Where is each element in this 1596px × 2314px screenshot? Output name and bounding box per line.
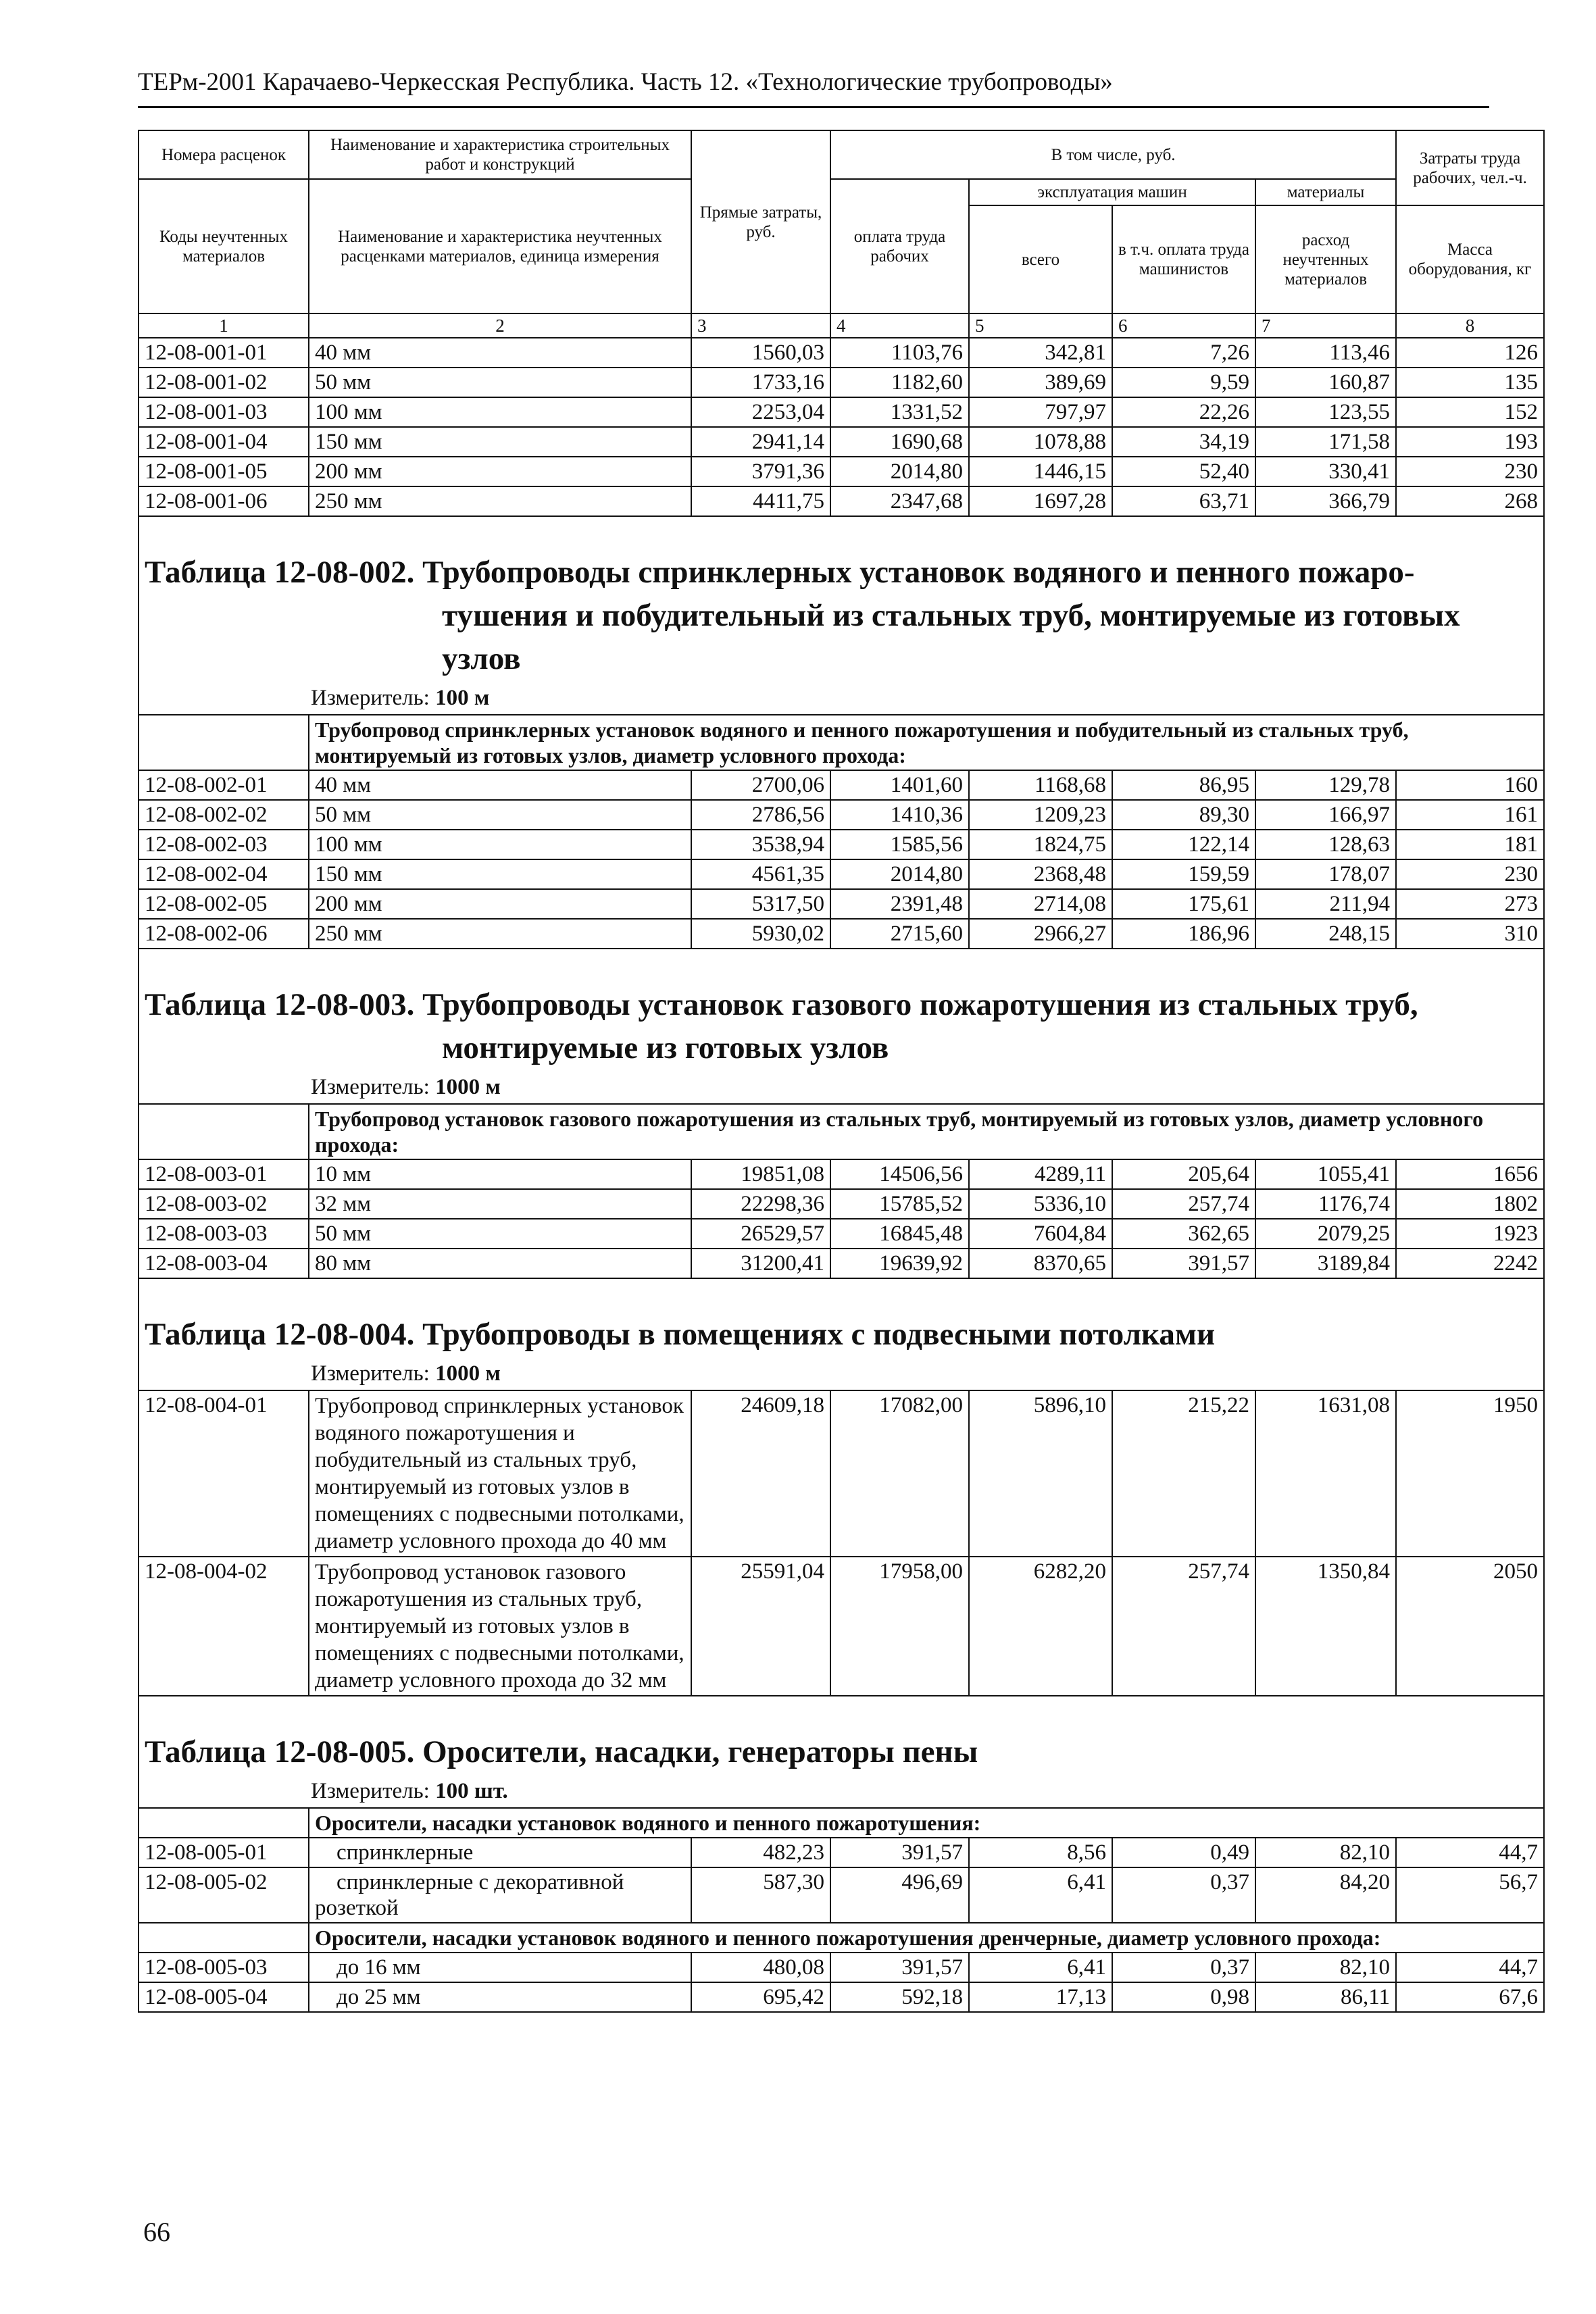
machinist-pay: 186,96 <box>1112 919 1255 949</box>
col-num: 4 <box>830 313 969 338</box>
labor-costs: 161 <box>1396 800 1544 830</box>
materials: 113,46 <box>1255 338 1396 368</box>
machines-total: 6,41 <box>969 1867 1112 1923</box>
machines-total: 4289,11 <box>969 1159 1112 1189</box>
group-spacer <box>139 715 309 770</box>
rate-name: 40 мм <box>309 338 691 368</box>
table-title-line: Таблица 12-08-004. Трубопроводы в помещениях с подвесными потолками <box>145 1317 1216 1352</box>
table-row <box>139 1219 1544 1249</box>
worker-pay: 1182,60 <box>830 368 969 397</box>
worker-pay: 17958,00 <box>830 1557 969 1696</box>
rate-name: 250 мм <box>309 919 691 949</box>
table-row <box>139 859 1544 889</box>
rate-name: 100 мм <box>309 397 691 427</box>
labor-costs: 67,6 <box>1396 1982 1544 2012</box>
table-row <box>139 1390 1544 1557</box>
rate-code: 12-08-001-02 <box>139 368 309 397</box>
table-title <box>139 1278 1544 1357</box>
col-num: 5 <box>969 313 1112 338</box>
direct-costs: 22298,36 <box>691 1189 830 1219</box>
table-row <box>139 457 1544 486</box>
table-title <box>139 1696 1544 1775</box>
machinist-pay: 159,59 <box>1112 859 1255 889</box>
rate-code: 12-08-003-03 <box>139 1219 309 1249</box>
direct-costs: 2941,14 <box>691 427 830 457</box>
labor-costs: 126 <box>1396 338 1544 368</box>
measure <box>139 682 1544 715</box>
group-heading: Трубопровод спринклерных установок водяного и пенного пожаротушения и побудительный из стальных труб, монтируемый из готовых узлов, диаметр условного прохода: <box>309 715 1544 770</box>
machinist-pay: 9,59 <box>1112 368 1255 397</box>
labor-costs: 230 <box>1396 859 1544 889</box>
materials: 129,78 <box>1255 770 1396 800</box>
direct-costs: 25591,04 <box>691 1557 830 1696</box>
table-row <box>139 830 1544 859</box>
direct-costs: 1733,16 <box>691 368 830 397</box>
rate-code: 12-08-005-03 <box>139 1953 309 1982</box>
machinist-pay: 175,61 <box>1112 889 1255 919</box>
group-row <box>139 715 1544 770</box>
rate-name: 32 мм <box>309 1189 691 1219</box>
worker-pay: 2014,80 <box>830 457 969 486</box>
machinist-pay: 0,37 <box>1112 1953 1255 1982</box>
col-unaccounted-name: Наименование и характеристика неучтенных расценками материалов, единица измерения <box>309 179 691 313</box>
worker-pay: 1690,68 <box>830 427 969 457</box>
worker-pay: 496,69 <box>830 1867 969 1923</box>
table-title-line: Таблица 12-08-005. Оросители, насадки, генераторы пены <box>145 1734 978 1769</box>
col-num: 8 <box>1396 313 1544 338</box>
col-work-name: Наименование и характеристика строительных работ и конструкций <box>309 130 691 179</box>
rate-name: 50 мм <box>309 368 691 397</box>
materials: 2079,25 <box>1255 1219 1396 1249</box>
materials: 82,10 <box>1255 1838 1396 1867</box>
direct-costs: 19851,08 <box>691 1159 830 1189</box>
rate-code: 12-08-003-02 <box>139 1189 309 1219</box>
worker-pay: 16845,48 <box>830 1219 969 1249</box>
worker-pay: 391,57 <box>830 1953 969 1982</box>
rate-name: Трубопровод установок газового пожаротушения из стальных труб, монтируемый из готовых узлов в помещениях с подвесными потолками, диаметр условного прохода до 32 мм <box>309 1557 691 1696</box>
machines-total: 8370,65 <box>969 1249 1112 1278</box>
col-num: 1 <box>139 313 309 338</box>
machinist-pay: 0,37 <box>1112 1867 1255 1923</box>
rate-code: 12-08-001-01 <box>139 338 309 368</box>
rate-name: до 25 мм <box>309 1982 691 2012</box>
worker-pay: 17082,00 <box>830 1390 969 1557</box>
machines-total: 6,41 <box>969 1953 1112 1982</box>
labor-costs: 44,7 <box>1396 1953 1544 1982</box>
labor-costs: 2050 <box>1396 1557 1544 1696</box>
materials: 178,07 <box>1255 859 1396 889</box>
materials: 160,87 <box>1255 368 1396 397</box>
group-row <box>139 1923 1544 1953</box>
labor-costs: 230 <box>1396 457 1544 486</box>
machines-total: 5896,10 <box>969 1390 1112 1557</box>
worker-pay: 1103,76 <box>830 338 969 368</box>
col-unaccounted-consumption: расход неучтенных материалов <box>1255 205 1396 313</box>
table-title-continuation: монтируемые из готовых узлов <box>442 1030 889 1065</box>
rate-name: 150 мм <box>309 859 691 889</box>
machines-total: 8,56 <box>969 1838 1112 1867</box>
table-row <box>139 1838 1544 1867</box>
col-direct-costs: Прямые затраты, руб. <box>691 130 830 313</box>
labor-costs: 1656 <box>1396 1159 1544 1189</box>
direct-costs: 3791,36 <box>691 457 830 486</box>
machinist-pay: 205,64 <box>1112 1159 1255 1189</box>
materials: 82,10 <box>1255 1953 1396 1982</box>
worker-pay: 1331,52 <box>830 397 969 427</box>
machines-total: 1446,15 <box>969 457 1112 486</box>
machinist-pay: 0,49 <box>1112 1838 1255 1867</box>
table-row <box>139 1189 1544 1219</box>
machinist-pay: 86,95 <box>1112 770 1255 800</box>
group-spacer <box>139 1923 309 1953</box>
measure-row <box>139 1071 1544 1104</box>
rate-code: 12-08-005-04 <box>139 1982 309 2012</box>
table-row <box>139 486 1544 516</box>
machinist-pay: 391,57 <box>1112 1249 1255 1278</box>
worker-pay: 15785,52 <box>830 1189 969 1219</box>
direct-costs: 24609,18 <box>691 1390 830 1557</box>
machines-total: 2966,27 <box>969 919 1112 949</box>
group-spacer <box>139 1104 309 1159</box>
machinist-pay: 215,22 <box>1112 1390 1255 1557</box>
rate-code: 12-08-001-06 <box>139 486 309 516</box>
machines-total: 17,13 <box>969 1982 1112 2012</box>
group-heading: Оросители, насадки установок водяного и пенного пожаротушения дренчерные, диаметр условного прохода: <box>309 1923 1544 1953</box>
machinist-pay: 22,26 <box>1112 397 1255 427</box>
rate-code: 12-08-002-04 <box>139 859 309 889</box>
materials: 1631,08 <box>1255 1390 1396 1557</box>
table-title-continuation: тушения и побудительный из стальных труб, монтируемые из готовых узлов <box>442 598 1460 676</box>
rate-name: 250 мм <box>309 486 691 516</box>
col-total: всего <box>969 205 1112 313</box>
table-row <box>139 770 1544 800</box>
rate-name: 80 мм <box>309 1249 691 1278</box>
worker-pay: 1410,36 <box>830 800 969 830</box>
worker-pay: 1585,56 <box>830 830 969 859</box>
measure-label: Измеритель: <box>311 1361 430 1386</box>
measure-value: 100 м <box>435 686 490 710</box>
labor-costs: 310 <box>1396 919 1544 949</box>
col-codes-unaccounted: Коды неучтенных материалов <box>139 179 309 313</box>
worker-pay: 2347,68 <box>830 486 969 516</box>
group-heading: Трубопровод установок газового пожаротушения из стальных труб, монтируемый из готовых узлов, диаметр условного прохода: <box>309 1104 1544 1159</box>
materials: 1350,84 <box>1255 1557 1396 1696</box>
table-title-row <box>139 1278 1544 1357</box>
rate-name: Трубопровод спринклерных установок водяного пожаротушения и побудительный из стальных труб, монтируемый из готовых узлов в помещениях с подвесными потолками, диаметр условного прохода до 40 мм <box>309 1390 691 1557</box>
worker-pay: 391,57 <box>830 1838 969 1867</box>
worker-pay: 14506,56 <box>830 1159 969 1189</box>
direct-costs: 2786,56 <box>691 800 830 830</box>
measure <box>139 1071 1544 1104</box>
labor-costs: 1950 <box>1396 1390 1544 1557</box>
machines-total: 797,97 <box>969 397 1112 427</box>
labor-costs: 1923 <box>1396 1219 1544 1249</box>
group-row <box>139 1808 1544 1838</box>
rate-name: 10 мм <box>309 1159 691 1189</box>
table-row <box>139 397 1544 427</box>
table-row <box>139 800 1544 830</box>
col-num: 6 <box>1112 313 1255 338</box>
group-spacer <box>139 1808 309 1838</box>
rate-code: 12-08-003-04 <box>139 1249 309 1278</box>
table-row <box>139 889 1544 919</box>
materials: 123,55 <box>1255 397 1396 427</box>
labor-costs: 44,7 <box>1396 1838 1544 1867</box>
measure-row <box>139 1357 1544 1390</box>
rate-code: 12-08-001-04 <box>139 427 309 457</box>
group-heading: Оросители, насадки установок водяного и пенного пожаротушения: <box>309 1808 1544 1838</box>
materials: 211,94 <box>1255 889 1396 919</box>
group-row <box>139 1104 1544 1159</box>
column-numbers-row <box>139 313 1544 338</box>
table-row <box>139 1249 1544 1278</box>
materials: 1176,74 <box>1255 1189 1396 1219</box>
materials: 84,20 <box>1255 1867 1396 1923</box>
measure-value: 1000 м <box>435 1075 501 1099</box>
table-row <box>139 1867 1544 1923</box>
table-title-row <box>139 1696 1544 1775</box>
rate-code: 12-08-004-02 <box>139 1557 309 1696</box>
materials: 166,97 <box>1255 800 1396 830</box>
machines-total: 6282,20 <box>969 1557 1112 1696</box>
col-num: 7 <box>1255 313 1396 338</box>
measure-value: 1000 м <box>435 1361 501 1386</box>
table-row <box>139 919 1544 949</box>
rate-code: 12-08-002-03 <box>139 830 309 859</box>
materials: 330,41 <box>1255 457 1396 486</box>
col-materials: материалы <box>1255 179 1396 205</box>
worker-pay: 1401,60 <box>830 770 969 800</box>
rate-code: 12-08-001-03 <box>139 397 309 427</box>
worker-pay: 592,18 <box>830 1982 969 2012</box>
direct-costs: 4561,35 <box>691 859 830 889</box>
machinist-pay: 122,14 <box>1112 830 1255 859</box>
labor-costs: 152 <box>1396 397 1544 427</box>
table-row <box>139 1557 1544 1696</box>
rate-name: спринклерные <box>309 1838 691 1867</box>
rate-name: до 16 мм <box>309 1953 691 1982</box>
col-machine-operation: эксплуатация машин <box>969 179 1255 205</box>
machines-total: 1697,28 <box>969 486 1112 516</box>
machines-total: 7604,84 <box>969 1219 1112 1249</box>
col-num: 3 <box>691 313 830 338</box>
table-title-row <box>139 949 1544 1071</box>
materials: 1055,41 <box>1255 1159 1396 1189</box>
materials: 3189,84 <box>1255 1249 1396 1278</box>
rates-table <box>138 130 1545 2013</box>
labor-costs: 135 <box>1396 368 1544 397</box>
col-labor-costs: Затраты труда рабочих, чел.-ч. <box>1396 130 1544 205</box>
labor-costs: 268 <box>1396 486 1544 516</box>
col-rate-numbers: Номера расценок <box>139 130 309 179</box>
rate-name: 100 мм <box>309 830 691 859</box>
direct-costs: 480,08 <box>691 1953 830 1982</box>
machinist-pay: 52,40 <box>1112 457 1255 486</box>
materials: 86,11 <box>1255 1982 1396 2012</box>
table-title-row <box>139 516 1544 682</box>
direct-costs: 587,30 <box>691 1867 830 1923</box>
rate-code: 12-08-002-02 <box>139 800 309 830</box>
rate-name: 200 мм <box>309 457 691 486</box>
machines-total: 389,69 <box>969 368 1112 397</box>
worker-pay: 19639,92 <box>830 1249 969 1278</box>
labor-costs: 56,7 <box>1396 1867 1544 1923</box>
rate-code: 12-08-003-01 <box>139 1159 309 1189</box>
col-including: В том числе, руб. <box>830 130 1396 179</box>
machines-total: 1078,88 <box>969 427 1112 457</box>
machinist-pay: 257,74 <box>1112 1557 1255 1696</box>
measure <box>139 1357 1544 1390</box>
direct-costs: 2700,06 <box>691 770 830 800</box>
labor-costs: 273 <box>1396 889 1544 919</box>
direct-costs: 3538,94 <box>691 830 830 859</box>
page-number: 66 <box>143 2217 170 2247</box>
worker-pay: 2391,48 <box>830 889 969 919</box>
col-incl-machinist: в т.ч. оплата труда машинистов <box>1112 205 1255 313</box>
labor-costs: 160 <box>1396 770 1544 800</box>
labor-costs: 2242 <box>1396 1249 1544 1278</box>
machinist-pay: 63,71 <box>1112 486 1255 516</box>
machines-total: 342,81 <box>969 338 1112 368</box>
rate-name: 200 мм <box>309 889 691 919</box>
rate-code: 12-08-001-05 <box>139 457 309 486</box>
materials: 366,79 <box>1255 486 1396 516</box>
table-row <box>139 1953 1544 1982</box>
table-title <box>139 516 1544 682</box>
rate-code: 12-08-002-01 <box>139 770 309 800</box>
machinist-pay: 7,26 <box>1112 338 1255 368</box>
machines-total: 1168,68 <box>969 770 1112 800</box>
rate-name: 150 мм <box>309 427 691 457</box>
rate-code: 12-08-002-05 <box>139 889 309 919</box>
table-title <box>139 949 1544 1071</box>
machines-total: 2368,48 <box>969 859 1112 889</box>
col-equipment-mass: Масса оборудования, кг <box>1396 205 1544 313</box>
labor-costs: 193 <box>1396 427 1544 457</box>
rate-code: 12-08-004-01 <box>139 1390 309 1557</box>
table-row <box>139 368 1544 397</box>
direct-costs: 1560,03 <box>691 338 830 368</box>
labor-costs: 181 <box>1396 830 1544 859</box>
machinist-pay: 362,65 <box>1112 1219 1255 1249</box>
running-header: ТЕРм-2001 Карачаево-Черкесская Республика. Часть 12. «Технологические трубопроводы» <box>138 68 1489 108</box>
table-row <box>139 1982 1544 2012</box>
direct-costs: 26529,57 <box>691 1219 830 1249</box>
rate-name: 50 мм <box>309 1219 691 1249</box>
direct-costs: 482,23 <box>691 1838 830 1867</box>
table-title-line: Таблица 12-08-003. Трубопроводы установок газового пожаротушения из стальных труб, <box>145 987 1418 1022</box>
direct-costs: 5930,02 <box>691 919 830 949</box>
table-row <box>139 1159 1544 1189</box>
worker-pay: 2014,80 <box>830 859 969 889</box>
direct-costs: 31200,41 <box>691 1249 830 1278</box>
materials: 248,15 <box>1255 919 1396 949</box>
table-row <box>139 338 1544 368</box>
machinist-pay: 257,74 <box>1112 1189 1255 1219</box>
machinist-pay: 0,98 <box>1112 1982 1255 2012</box>
measure <box>139 1775 1544 1808</box>
measure-label: Измеритель: <box>311 1075 430 1099</box>
measure-row <box>139 1775 1544 1808</box>
measure-value: 100 шт. <box>435 1779 508 1803</box>
measure-row <box>139 682 1544 715</box>
col-num: 2 <box>309 313 691 338</box>
direct-costs: 2253,04 <box>691 397 830 427</box>
rate-code: 12-08-005-02 <box>139 1867 309 1923</box>
machinist-pay: 89,30 <box>1112 800 1255 830</box>
materials: 128,63 <box>1255 830 1396 859</box>
machines-total: 1824,75 <box>969 830 1112 859</box>
table-title-line: Таблица 12-08-002. Трубопроводы спринклерных установок водяного и пенного пожаро- <box>145 555 1415 590</box>
direct-costs: 5317,50 <box>691 889 830 919</box>
col-worker-pay: оплата труда рабочих <box>830 179 969 313</box>
measure-label: Измеритель: <box>311 686 430 710</box>
rate-name: спринклерные с декоративной розеткой <box>309 1867 691 1923</box>
rate-code: 12-08-002-06 <box>139 919 309 949</box>
materials: 171,58 <box>1255 427 1396 457</box>
direct-costs: 4411,75 <box>691 486 830 516</box>
machines-total: 2714,08 <box>969 889 1112 919</box>
machines-total: 1209,23 <box>969 800 1112 830</box>
rate-code: 12-08-005-01 <box>139 1838 309 1867</box>
measure-label: Измеритель: <box>311 1779 430 1803</box>
rate-name: 40 мм <box>309 770 691 800</box>
machines-total: 5336,10 <box>969 1189 1112 1219</box>
direct-costs: 695,42 <box>691 1982 830 2012</box>
worker-pay: 2715,60 <box>830 919 969 949</box>
machinist-pay: 34,19 <box>1112 427 1255 457</box>
rate-name: 50 мм <box>309 800 691 830</box>
table-row <box>139 427 1544 457</box>
labor-costs: 1802 <box>1396 1189 1544 1219</box>
